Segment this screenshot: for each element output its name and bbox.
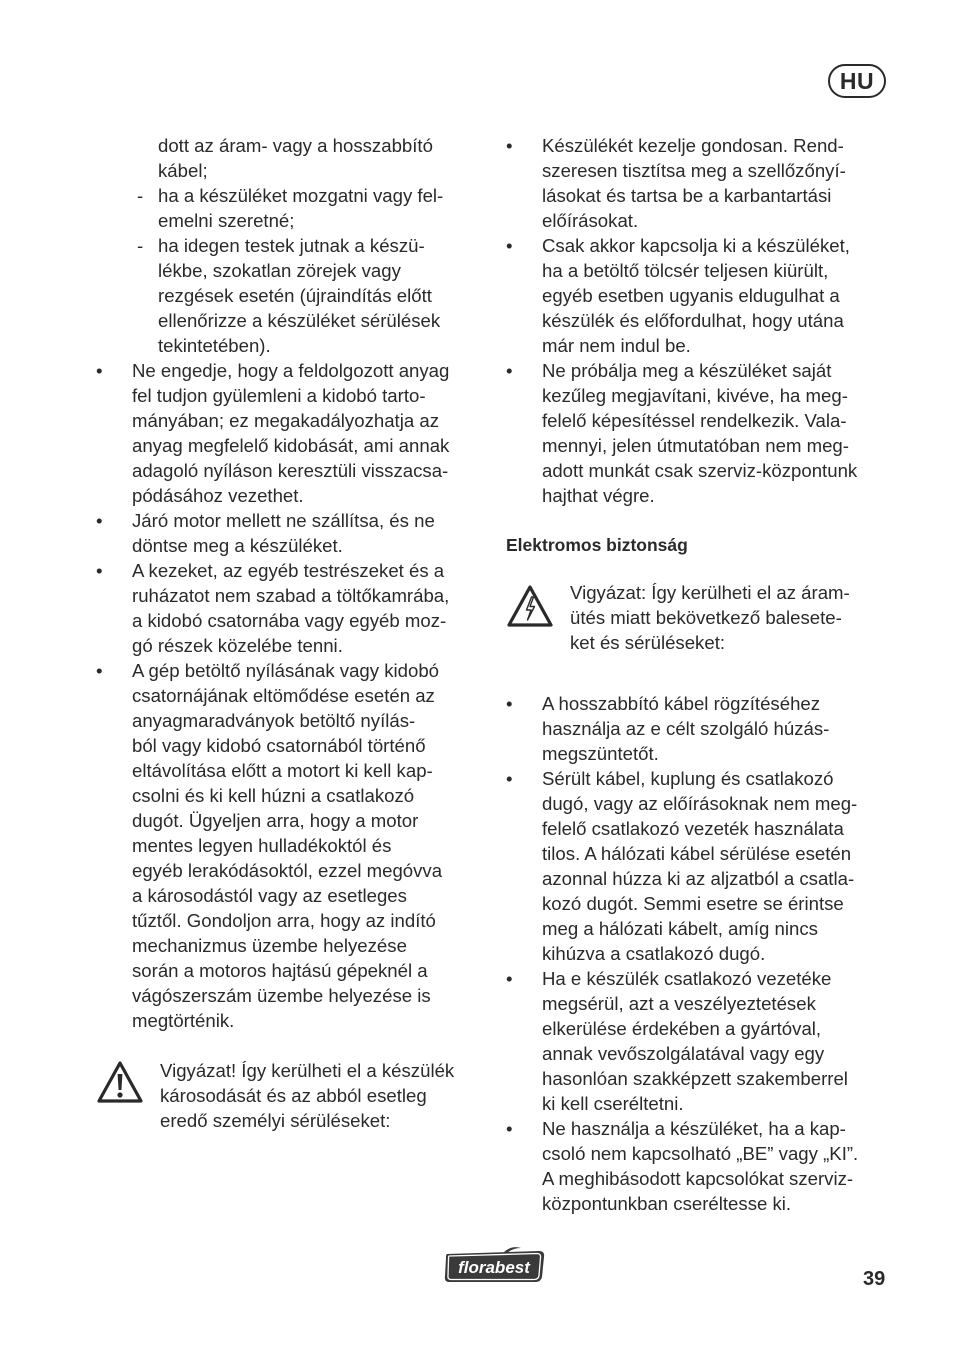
- bullet-marker: •: [96, 360, 103, 381]
- dash-marker: -: [137, 185, 144, 206]
- page-number: 39: [863, 1268, 886, 1290]
- bullet-marker: •: [96, 510, 103, 531]
- bullet-marker: •: [506, 360, 513, 381]
- bullet-marker: •: [506, 135, 513, 156]
- bullet-item: • Ne engedje, hogy a feldolgozott anyag fel tudjon gyülemleni a kidobó tarto- mányában; ez megakadályozhatja az anyag megfelelő kidobását, ami annak adagoló nyíláson keresztüli visszacsa- pódásához vezethet.: [96, 360, 450, 506]
- bullet-item: • Készülékét kezelje gondosan. Rend- szeresen tisztítsa meg a szellőzőnyí- lásokat és tartsa be a karbantartási előírásokat.: [506, 135, 846, 231]
- right-column: [506, 133, 896, 1216]
- bullet-item: • A gép betöltő nyílásának vagy kidobó csatornájának eltömődése esetén az anyagmaradványok betöltő nyílás- ból vagy kidobó csatornából történő eltávolítása előtt a motort ki kell kap- csolni és ki kell húzni a csatlakozó dugót. Ügyeljen arra, hogy a motor mentes legyen hulladékoktól és egyéb lerakódásoktól, ezzel megóvva a károsodástól vagy az esetleges tűztől. Gondoljon arra, hogy az indító mechanizmus üzembe helyezése során a motoros hajtású gépeknél a vágószerszám üzembe helyezése is megtörténik.: [96, 660, 443, 1031]
- language-badge: HU: [828, 64, 886, 98]
- bullet-item: • Járó motor mellett ne szállítsa, és ne döntse meg a készüléket.: [96, 510, 435, 556]
- spacer: [506, 655, 896, 691]
- dash-marker: -: [137, 235, 144, 256]
- sub-list-item: - ha a készüléket mozgatni vagy fel- emelni szeretné;: [137, 185, 444, 231]
- continuation-text: dott az áram- vagy a hosszabbító kábel;: [158, 135, 433, 181]
- bullet-marker: •: [506, 235, 513, 256]
- bullet-marker: •: [96, 560, 103, 581]
- logo-text: florabest: [458, 1258, 530, 1277]
- left-column: [96, 133, 482, 1133]
- warning-block: Vigyázat! Így kerülheti el a készülék károsodását és az abból esetleg eredő személyi sérüléseket:: [96, 1058, 482, 1133]
- florabest-logo: [441, 1244, 549, 1286]
- bullet-marker: •: [506, 768, 513, 789]
- bullet-item: • Ha e készülék csatlakozó vezetéke megsérül, azt a veszélyeztetések elkerülése érdekében a gyártóval, annak vevőszolgálatával vagy egy hasonlóan szakképzett szakemberrel ki kell cseréltetni.: [506, 968, 848, 1114]
- bullet-item: • Csak akkor kapcsolja ki a készüléket, ha a betöltő tölcsér teljesen kiürült, egyéb esetben ugyanis eldugulhat a készülék és előfordulhat, hogy utána már nem indul be.: [506, 235, 850, 356]
- bullet-item: • Ne próbálja meg a készüléket saját kezűleg megjavítani, kivéve, ha meg- felelő képesítéssel rendelkezik. Vala- mennyi, jelen útmutatóban nem meg- adott munkát csak szerviz-központunk hajthat végre.: [506, 360, 858, 506]
- bullet-marker: •: [506, 1118, 513, 1139]
- electric-shock-warning-icon: [506, 584, 554, 628]
- bullet-item: • A hosszabbító kábel rögzítéséhez használja az e célt szolgáló húzás- megszüntetőt.: [506, 693, 830, 764]
- sub-list-item: - ha idegen testek jutnak a készü- lékbe, szokatlan zörejek vagy rezgések esetén (újraindítás előtt ellenőrizze a készüléket sérülések tekintetében).: [137, 235, 441, 356]
- exclamation-warning-icon: [96, 1060, 144, 1104]
- bullet-marker: •: [96, 660, 103, 681]
- bullet-item: • A kezeket, az egyéb testrészeket és a ruházatot nem szabad a töltőkamrába, a kidobó csatornába vagy egyéb moz- gó részek közelébe tenni.: [96, 560, 450, 656]
- warning-block: Vigyázat: Így kerülheti el az áram- ütés miatt bekövetkező balesete- ket és sérüléseket:: [506, 580, 896, 655]
- bullet-marker: •: [506, 968, 513, 989]
- bullet-marker: •: [506, 693, 513, 714]
- section-heading: Elektromos biztonság: [506, 535, 688, 555]
- spacer: [96, 1033, 482, 1058]
- bullet-item: • Ne használja a készüléket, ha a kap- csoló nem kapcsolható „BE” vagy „KI”. A meghibásodott kapcsolókat szerviz- központunkban cseréltesse ki.: [506, 1118, 859, 1214]
- bullet-item: • Sérült kábel, kuplung és csatlakozó dugó, vagy az előírásoknak nem meg- felelő csatlakozó vezeték használata tilos. A hálózati kábel sérülése esetén azonnal húzza ki az aljzatból a csatla- kozó dugót. Semmi esetre se érintse meg a hálózati kábelt, amíg nincs kihúzva a csatlakozó dugó.: [506, 768, 858, 964]
